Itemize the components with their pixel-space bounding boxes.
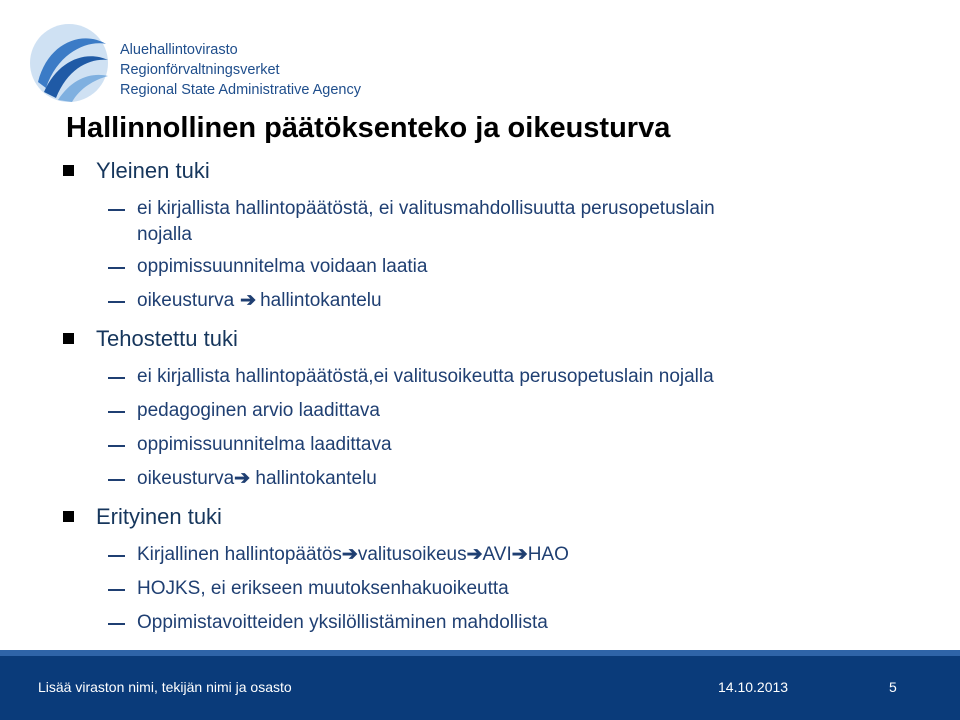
list-item-text: pedagoginen arvio laadittava [137,400,380,421]
square-bullet-icon [63,165,74,176]
right-arrow-icon: ➔ [341,544,358,565]
slide-content [0,150,960,635]
list-item-text: valitusoikeus [357,544,467,565]
right-arrow-icon: ➔ [511,544,528,565]
dash-bullet-icon [108,589,125,591]
page-number: 5 [889,679,897,695]
section-heading-text: Yleinen tuki [96,158,210,183]
list-item-text: AVI [482,544,512,565]
section-heading-erityinen [0,502,960,532]
list-item [0,466,960,492]
dash-bullet-icon [108,267,125,269]
list-item [0,364,960,390]
list-item [0,398,960,424]
section-heading-tehostettu [0,324,960,354]
dash-bullet-icon [108,479,125,481]
list-item [0,542,960,568]
list-item-text: HOJKS, ei erikseen muutoksenhakuoikeutta [137,578,509,599]
list-item-text: Kirjallinen hallintopäätös [137,544,342,565]
list-item-text: HAO [527,544,569,565]
agency-name-fi: Aluehallintovirasto [120,42,238,58]
agency-name-en: Regional State Administrative Agency [120,82,361,98]
section-heading-text: Erityinen tuki [96,504,222,529]
list-item-text: oikeusturva [137,290,235,311]
list-item-text: oppimissuunnitelma laadittava [137,434,392,455]
slide-title: Hallinnollinen päätöksenteko ja oikeusturva [66,112,671,144]
dash-bullet-icon [108,445,125,447]
list-item-text: ei kirjallista hallintopäätöstä,ei valitusoikeutta perusopetuslain nojalla [137,366,714,387]
dash-bullet-icon [108,623,125,625]
list-item-text: oppimissuunnitelma voidaan laatia [137,256,428,277]
square-bullet-icon [63,511,74,522]
list-item [0,576,960,602]
list-item-text: ei kirjallista hallintopäätöstä, ei valitusmahdollisuutta perusopetuslain [137,198,715,219]
list-item [0,254,960,280]
right-arrow-icon: ➔ [466,544,483,565]
dash-bullet-icon [108,301,125,303]
dash-bullet-icon [108,411,125,413]
agency-name-sv: Regionförvaltningsverket [120,62,280,78]
right-arrow-icon: ➔ [240,290,257,311]
dash-bullet-icon [108,377,125,379]
slide-footer [0,650,960,720]
right-arrow-icon: ➔ [234,468,256,489]
list-item [0,610,960,635]
list-item-text: hallintokantelu [255,468,377,489]
list-item [0,432,960,458]
agency-logo-icon [28,22,110,104]
dash-bullet-icon [108,555,125,557]
square-bullet-icon [63,333,74,344]
footer-date: 14.10.2013 [718,679,789,695]
list-item-text: nojalla [137,224,192,245]
list-item [0,196,960,248]
list-item-text: hallintokantelu [260,290,382,311]
list-item [0,288,960,314]
list-item-text: oikeusturva [137,468,235,489]
section-heading-text: Tehostettu tuki [96,326,238,351]
section-heading-yleinen [0,156,960,186]
agency-name [120,40,361,100]
footer-org-text: Lisää viraston nimi, tekijän nimi ja osasto [38,679,292,695]
dash-bullet-icon [108,209,125,211]
list-item-text: Oppimistavoitteiden yksilöllistäminen mahdollista [137,612,548,633]
